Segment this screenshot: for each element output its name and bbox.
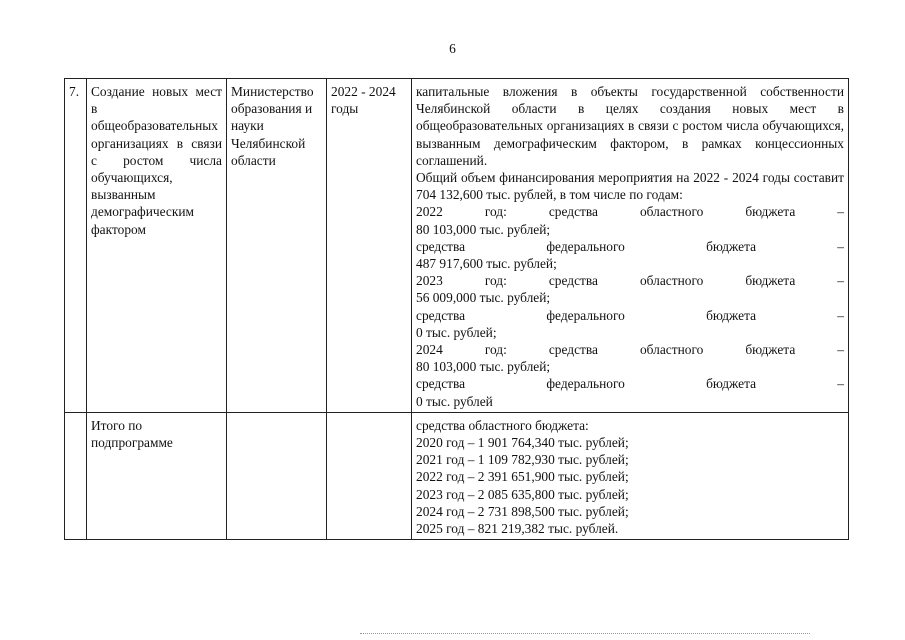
executor-line: Челябинской	[231, 135, 306, 151]
executor-cell	[227, 412, 327, 539]
activity-name-cell	[87, 79, 227, 413]
row-number-cell	[65, 79, 87, 413]
activity-name-line: в	[91, 101, 98, 117]
period-cell	[327, 79, 412, 413]
activity-name-line: обучающихся,	[91, 170, 173, 186]
funding-label: 2023 год: средства областного бюджета –	[416, 273, 844, 289]
subprogram-table	[64, 78, 849, 540]
summary-year-line: 2023 год – 2 085 635,800 тыс. рублей;	[416, 486, 629, 502]
summary-year-line: 2021 год – 1 109 782,930 тыс. рублей;	[416, 452, 629, 468]
executor-line: образования и	[231, 101, 313, 117]
funding-value: 487 917,600 тыс. рублей;	[416, 256, 557, 272]
summary-year-line: 2022 год – 2 391 651,900 тыс. рублей;	[416, 469, 629, 485]
summary-year-line: 2020 год – 1 901 764,340 тыс. рублей;	[416, 435, 629, 451]
activity-name-line: организациях в связи	[91, 135, 222, 151]
period-cell	[327, 412, 412, 539]
funding-value: 0 тыс. рублей;	[416, 324, 497, 340]
description-cell	[412, 79, 849, 413]
executor-line: Министерство	[231, 84, 314, 99]
row-number: 7.	[69, 84, 80, 99]
funding-value: 80 103,000 тыс. рублей;	[416, 359, 551, 375]
summary-year-line: 2025 год – 821 219,382 тыс. рублей.	[416, 521, 619, 537]
page-number: 6	[449, 41, 456, 56]
summary-name-line: Итого по	[91, 417, 143, 433]
summary-name-line: подпрограмме	[91, 435, 173, 451]
summary-name-cell	[87, 412, 227, 539]
funding-label: 2024 год: средства областного бюджета –	[416, 342, 844, 358]
executor-cell	[227, 79, 327, 413]
activity-name-line: с ростом числа	[91, 152, 222, 168]
activity-name-line: вызванным	[91, 187, 156, 203]
activity-name-line: фактором	[91, 221, 146, 237]
summary-row	[65, 412, 849, 539]
period-text: 2022 - 2024 годы	[331, 84, 396, 117]
summary-funding-cell	[412, 412, 849, 539]
executor-line: области	[231, 152, 276, 168]
row-number-cell	[65, 412, 87, 539]
description-text: капитальные вложения в объекты государственной собственности Челябинской области в целях создания новых мест в общеобразовательных организациях в связи с ростом числа обучающихся, вызванным демографическим фактором, в рамках концессионных соглашений.	[416, 84, 844, 168]
funding-label: средства федерального бюджета –	[416, 238, 844, 254]
funding-value: 80 103,000 тыс. рублей;	[416, 221, 551, 237]
activity-name-line: общеобразовательных	[91, 118, 219, 134]
executor-line: науки	[231, 118, 264, 134]
scan-artifact-divider	[360, 633, 810, 636]
activity-name-line: Создание новых мест	[91, 84, 222, 99]
funding-value: 0 тыс. рублей	[416, 393, 493, 409]
funding-label: средства федерального бюджета –	[416, 376, 844, 392]
summary-year-line: 2024 год – 2 731 898,500 тыс. рублей;	[416, 503, 629, 519]
summary-heading: средства областного бюджета:	[416, 417, 589, 433]
activity-name-line: демографическим	[91, 204, 194, 220]
funding-label: 2022 год: средства областного бюджета –	[416, 204, 844, 220]
total-financing-text: Общий объем финансирования мероприятия на 2022 - 2024 годы составит 704 132,600 тыс. рублей, в том числе по годам:	[416, 170, 844, 203]
funding-value: 56 009,000 тыс. рублей;	[416, 290, 551, 306]
funding-label: средства федерального бюджета –	[416, 307, 844, 323]
table-row	[65, 79, 849, 413]
